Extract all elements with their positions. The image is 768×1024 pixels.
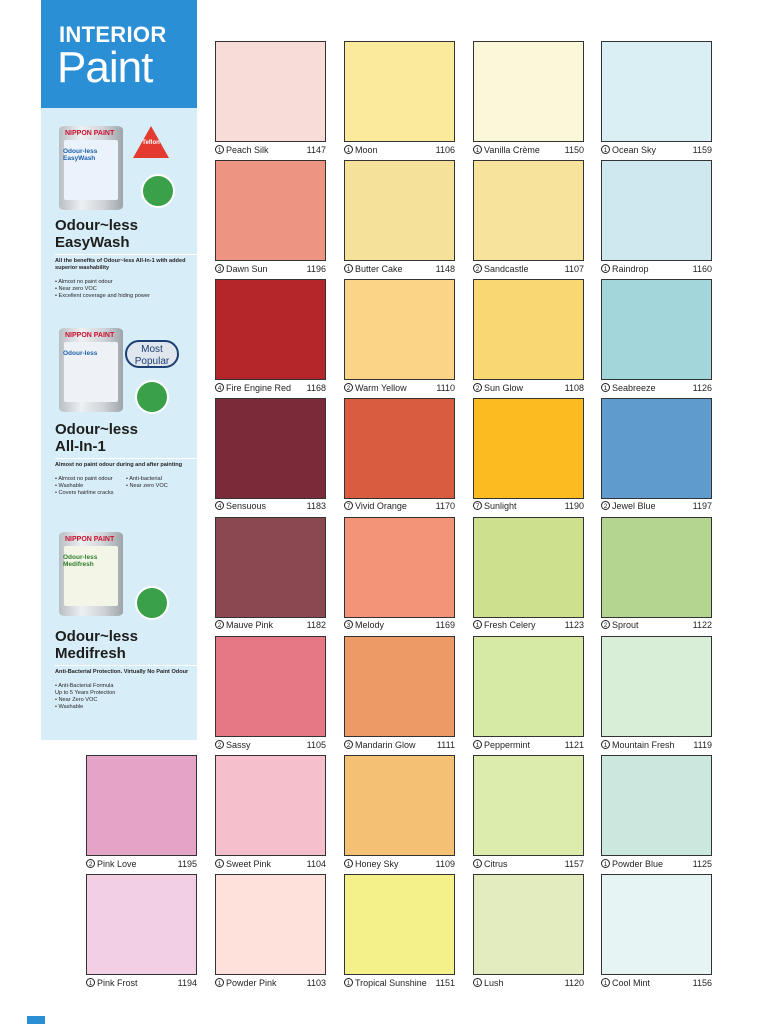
swatch-caption [473, 145, 586, 155]
section-header [41, 0, 197, 108]
color-swatch [601, 41, 712, 142]
color-code: 1194 [177, 978, 197, 988]
color-code: 1109 [435, 859, 455, 869]
feature-item: • Near Zero VOC [55, 697, 98, 703]
swatch-caption [473, 383, 586, 393]
color-name: Sensuous [226, 501, 267, 511]
performance-symbol: 1 [473, 740, 482, 749]
swatch-caption [344, 501, 457, 511]
performance-symbol: 1 [601, 264, 610, 273]
color-swatch [473, 160, 584, 261]
color-swatch [215, 636, 326, 737]
color-name: Pink Frost [97, 978, 138, 988]
can-product-name: Odour-less Medifresh [63, 554, 98, 569]
color-code: 1106 [435, 145, 455, 155]
color-code: 1122 [692, 620, 712, 630]
swatch-caption [601, 740, 714, 750]
color-name: Fire Engine Red [226, 383, 292, 393]
swatch-caption [344, 740, 457, 750]
color-swatch [344, 160, 455, 261]
sidebar-panel [41, 0, 197, 740]
performance-symbol: 2 [473, 264, 482, 273]
can-product-name: Odour-less [63, 350, 98, 357]
color-name: Sandcastle [484, 264, 529, 274]
swatch-caption [215, 264, 328, 274]
performance-symbol: 4 [215, 383, 224, 392]
green-label-badge [141, 174, 175, 208]
color-name: Sassy [226, 740, 251, 750]
color-swatch [601, 874, 712, 975]
color-swatch [215, 279, 326, 380]
color-code: 1119 [693, 740, 712, 750]
color-code: 1197 [692, 501, 712, 511]
page-number-tab [27, 1016, 45, 1024]
color-name: Raindrop [612, 264, 649, 274]
most-popular-badge: Most Popular [125, 340, 179, 368]
header-title-line2: Paint [57, 43, 153, 92]
teflon-badge: Teflon [133, 126, 169, 158]
performance-symbol: 1 [215, 859, 224, 868]
color-code: 1125 [692, 859, 712, 869]
color-swatch [473, 755, 584, 856]
swatch-caption [215, 383, 328, 393]
performance-symbol: 1 [344, 978, 353, 987]
color-swatch [215, 755, 326, 856]
feature-item: • Washable [55, 704, 84, 710]
color-swatch [215, 517, 326, 618]
color-name: Sun Glow [484, 383, 524, 393]
color-swatch [601, 279, 712, 380]
performance-symbol: 1 [344, 145, 353, 154]
color-code: 1121 [564, 740, 584, 750]
color-name: Mauve Pink [226, 620, 274, 630]
performance-symbol: 1 [215, 978, 224, 987]
color-name: Jewel Blue [612, 501, 656, 511]
color-name: Butter Cake [355, 264, 403, 274]
color-swatch [601, 160, 712, 261]
swatch-caption [601, 145, 714, 155]
divider [55, 254, 197, 255]
color-swatch [215, 398, 326, 499]
swatch-caption [473, 859, 586, 869]
performance-symbol: 2 [344, 383, 353, 392]
color-code: 1169 [435, 620, 455, 630]
performance-symbol: 1 [473, 859, 482, 868]
color-code: 1151 [435, 978, 455, 988]
green-label-badge [135, 380, 169, 414]
color-name: Powder Pink [226, 978, 277, 988]
paint-can-image [59, 126, 123, 210]
color-code: 1183 [306, 501, 326, 511]
color-name: Mandarin Glow [355, 740, 416, 750]
color-code: 1120 [564, 978, 584, 988]
color-name: Citrus [484, 859, 508, 869]
swatch-caption [215, 740, 328, 750]
swatch-caption [344, 620, 457, 630]
color-name: Pink Love [97, 859, 137, 869]
product-description: All the benefits of Odour~less All-In-1 with added superior washability [55, 258, 186, 271]
color-swatch [215, 874, 326, 975]
swatch-caption [344, 978, 457, 988]
color-swatch [601, 755, 712, 856]
color-swatch [344, 636, 455, 737]
color-swatch [473, 874, 584, 975]
can-brand: NIPPON PAINT [65, 130, 115, 137]
swatch-caption [473, 978, 586, 988]
performance-symbol: 1 [344, 264, 353, 273]
performance-symbol: 3 [215, 264, 224, 273]
feature-list [55, 476, 193, 497]
color-name: Seabreeze [612, 383, 656, 393]
performance-symbol: 1 [601, 978, 610, 987]
can-product-name: Odour-less EasyWash [63, 148, 98, 163]
color-name: Powder Blue [612, 859, 664, 869]
color-code: 1195 [177, 859, 197, 869]
color-code: 1160 [692, 264, 712, 274]
swatch-caption [601, 501, 714, 511]
performance-symbol: 7 [473, 501, 482, 510]
feature-list [55, 683, 193, 711]
color-code: 1126 [692, 383, 712, 393]
color-name: Cool Mint [612, 978, 651, 988]
performance-symbol: 7 [344, 501, 353, 510]
color-code: 1156 [692, 978, 712, 988]
performance-symbol: 1 [473, 978, 482, 987]
feature-item: • Washable [55, 483, 84, 489]
color-code: 1157 [564, 859, 584, 869]
swatch-caption [344, 383, 457, 393]
color-code: 1190 [564, 501, 584, 511]
color-code: 1104 [306, 859, 326, 869]
performance-symbol: 1 [601, 859, 610, 868]
performance-symbol: 2 [344, 740, 353, 749]
swatch-caption [473, 264, 586, 274]
color-code: 1108 [564, 383, 584, 393]
color-code: 1182 [306, 620, 326, 630]
color-code: 1107 [564, 264, 584, 274]
feature-item: • Near zero VOC [126, 483, 168, 489]
feature-item: • Anti-bacterial [126, 476, 162, 482]
performance-symbol: 4 [215, 501, 224, 510]
green-label-badge [135, 586, 169, 620]
color-name: Mountain Fresh [612, 740, 675, 750]
performance-symbol: 2 [473, 383, 482, 392]
color-swatch [344, 398, 455, 499]
performance-symbol: 1 [601, 740, 610, 749]
paint-can-image [59, 328, 123, 412]
color-code: 1111 [436, 740, 455, 750]
color-swatch [344, 755, 455, 856]
color-swatch [473, 279, 584, 380]
color-code: 1148 [435, 264, 455, 274]
color-name: Honey Sky [355, 859, 399, 869]
color-swatch [473, 41, 584, 142]
swatch-caption [86, 859, 199, 869]
divider [55, 665, 197, 666]
color-code: 1168 [306, 383, 326, 393]
can-brand: NIPPON PAINT [65, 536, 115, 543]
swatch-caption [215, 620, 328, 630]
swatch-caption [215, 145, 328, 155]
color-code: 1196 [306, 264, 326, 274]
color-name: Ocean Sky [612, 145, 657, 155]
swatch-caption [601, 620, 714, 630]
product-description: Anti-Bacterial Protection. Virtually No Paint Odour [55, 669, 189, 675]
color-code: 1170 [435, 501, 455, 511]
color-code: 1103 [306, 978, 326, 988]
performance-symbol: 1 [473, 620, 482, 629]
performance-symbol: 1 [344, 859, 353, 868]
swatch-caption [601, 383, 714, 393]
swatch-caption [473, 620, 586, 630]
color-code: 1110 [436, 383, 455, 393]
performance-symbol: 1 [86, 978, 95, 987]
color-name: Sprout [612, 620, 639, 630]
swatch-caption [215, 859, 328, 869]
color-swatch [215, 160, 326, 261]
product-title: Odour~less Medifresh [55, 628, 138, 662]
color-code: 1159 [692, 145, 712, 155]
swatch-caption [215, 501, 328, 511]
swatch-caption [473, 501, 586, 511]
color-swatch [473, 398, 584, 499]
color-code: 1105 [306, 740, 326, 750]
product-title: Odour~less EasyWash [55, 217, 138, 251]
header-title-line1: INTERIOR [59, 22, 167, 47]
color-swatch [344, 41, 455, 142]
color-name: Dawn Sun [226, 264, 268, 274]
performance-symbol: 2 [215, 620, 224, 629]
performance-symbol: 3 [344, 620, 353, 629]
swatch-caption [86, 978, 199, 988]
swatch-caption [601, 859, 714, 869]
performance-symbol: 1 [215, 145, 224, 154]
color-swatch [473, 517, 584, 618]
color-swatch [344, 279, 455, 380]
product-title: Odour~less All-In-1 [55, 421, 138, 455]
performance-symbol: 1 [601, 383, 610, 392]
color-name: Sunlight [484, 501, 517, 511]
feature-item: • Excellent coverage and hiding power [55, 293, 150, 299]
color-swatch [86, 755, 197, 856]
swatch-caption [215, 978, 328, 988]
color-code: 1150 [564, 145, 584, 155]
feature-item: • Near zero VOC [55, 286, 97, 292]
color-swatch [601, 517, 712, 618]
color-code: 1123 [564, 620, 584, 630]
swatch-caption [473, 740, 586, 750]
color-name: Melody [355, 620, 385, 630]
swatch-caption [344, 264, 457, 274]
feature-item: • Almost no paint odour [55, 476, 113, 482]
color-name: Fresh Celery [484, 620, 536, 630]
feature-item: Up to 5 Years Protection [55, 690, 116, 696]
divider [55, 458, 197, 459]
can-brand: NIPPON PAINT [65, 332, 115, 339]
performance-symbol: 2 [215, 740, 224, 749]
color-name: Warm Yellow [355, 383, 407, 393]
color-name: Vivid Orange [355, 501, 407, 511]
performance-symbol: 1 [473, 145, 482, 154]
color-name: Sweet Pink [226, 859, 272, 869]
color-name: Peach Silk [226, 145, 269, 155]
color-code: 1147 [306, 145, 326, 155]
paint-can-image [59, 532, 123, 616]
swatch-caption [601, 264, 714, 274]
performance-symbol: 2 [601, 620, 610, 629]
color-name: Lush [484, 978, 504, 988]
product-description: Almost no paint odour during and after painting [55, 462, 183, 468]
color-name: Peppermint [484, 740, 531, 750]
performance-symbol: 1 [601, 145, 610, 154]
performance-symbol: 2 [86, 859, 95, 868]
color-swatch [86, 874, 197, 975]
feature-list [55, 279, 193, 300]
color-swatch [344, 517, 455, 618]
color-swatch [215, 41, 326, 142]
color-swatch [601, 398, 712, 499]
swatch-caption [344, 145, 457, 155]
feature-item: • Almost no paint odour [55, 279, 113, 285]
feature-item: • Anti-Bacterial Formula [55, 683, 114, 689]
feature-item: • Covers hairline cracks [55, 490, 114, 496]
color-name: Tropical Sunshine [355, 978, 427, 988]
swatch-caption [601, 978, 714, 988]
color-swatch [601, 636, 712, 737]
color-name: Moon [355, 145, 378, 155]
color-name: Vanilla Crème [484, 145, 540, 155]
performance-symbol: 2 [601, 501, 610, 510]
swatch-caption [344, 859, 457, 869]
color-swatch [344, 874, 455, 975]
color-swatch [473, 636, 584, 737]
